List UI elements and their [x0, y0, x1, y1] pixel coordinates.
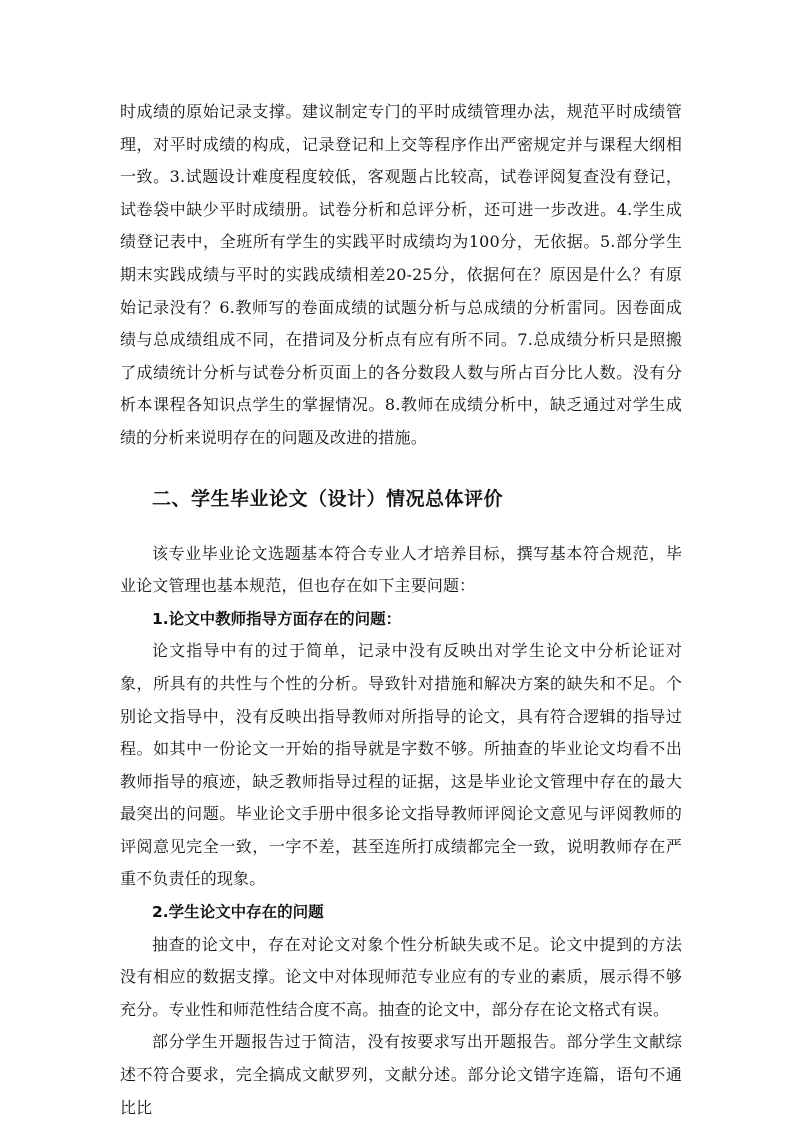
subheading-teacher-guidance: 1.论文中教师指导方面存在的问题： — [152, 609, 402, 628]
section-intro-paragraph: 该专业毕业论文选题基本符合专业人才培养目标，撰写基本符合规范，毕业论文管理也基本规范，但也存在如下主要问题： — [120, 543, 682, 596]
section-heading: 二、学生毕业论文（设计）情况总体评价 — [152, 487, 504, 510]
subheading-student-thesis: 2.学生论文中存在的问题 — [152, 903, 324, 922]
proposal-paragraph: 部分学生开题报告过于简洁，没有按要求写出开题报告。部分学生文献综述不符合要求，完全搞成文献罗列，文献分述。部分论文错字连篇，语句不通比比 — [120, 1032, 682, 1117]
document-page — [120, 96, 682, 1124]
student-thesis-paragraph: 抽查的论文中，存在对论文对象个性分析缺失或不足。论文中提到的方法没有相应的数据支撑。论文中对体现师范专业应有的专业的素质，展示得不够充分。专业性和师范性结合度不高。抽查的论文中，部分存在论文格式有误。 — [120, 934, 682, 1019]
teacher-guidance-paragraph: 论文指导中有的过于简单，记录中没有反映出对学生论文中分析论证对象，所具有的共性与个性的分析。导致针对措施和解决方案的缺失和不足。个别论文指导中，没有反映出指导教师对所指导的论文，具有符合逻辑的指导过程。如其中一份论文一开始的指导就是字数不够。所抽查的毕业论文均看不出教师指导的痕迹，缺乏教师指导过程的证据，这是毕业论文管理中存在的最大最突出的问题。毕业论文手册中很多论文指导教师评阅论文意见与评阅教师的评阅意见完全一致，一字不差，甚至连所打成绩都完全一致，说明教师存在严重不负责任的现象。 — [120, 641, 682, 889]
intro-paragraph: 时成绩的原始记录支撑。建议制定专门的平时成绩管理办法，规范平时成绩管理，对平时成绩的构成，记录登记和上交等程序作出严密规定并与课程大纲相一致。3.试题设计难度程度较低，客观题占比较高，试卷评阅复查没有登记，试卷袋中缺少平时成绩册。试卷分析和总评分析，还可进一步改进。4.学生成绩登记表中，全班所有学生的实践平时成绩均为100分，无依据。5.部分学生期末实践成绩与平时的实践成绩相差20-25分，依据何在？原因是什么？有原始记录没有？6.教师写的卷面成绩的试题分析与总成绩的分析雷同。因卷面成绩与总成绩组成不同，在措词及分析点有应有所不同。7.总成绩分析只是照搬了成绩统计分析与试卷分析页面上的各分数段人数与所占百分比人数。没有分析本课程各知识点学生的掌握情况。8.教师在成绩分析中，缺乏通过对学生成绩的分析来说明存在的问题及改进的措施。 — [120, 102, 682, 447]
